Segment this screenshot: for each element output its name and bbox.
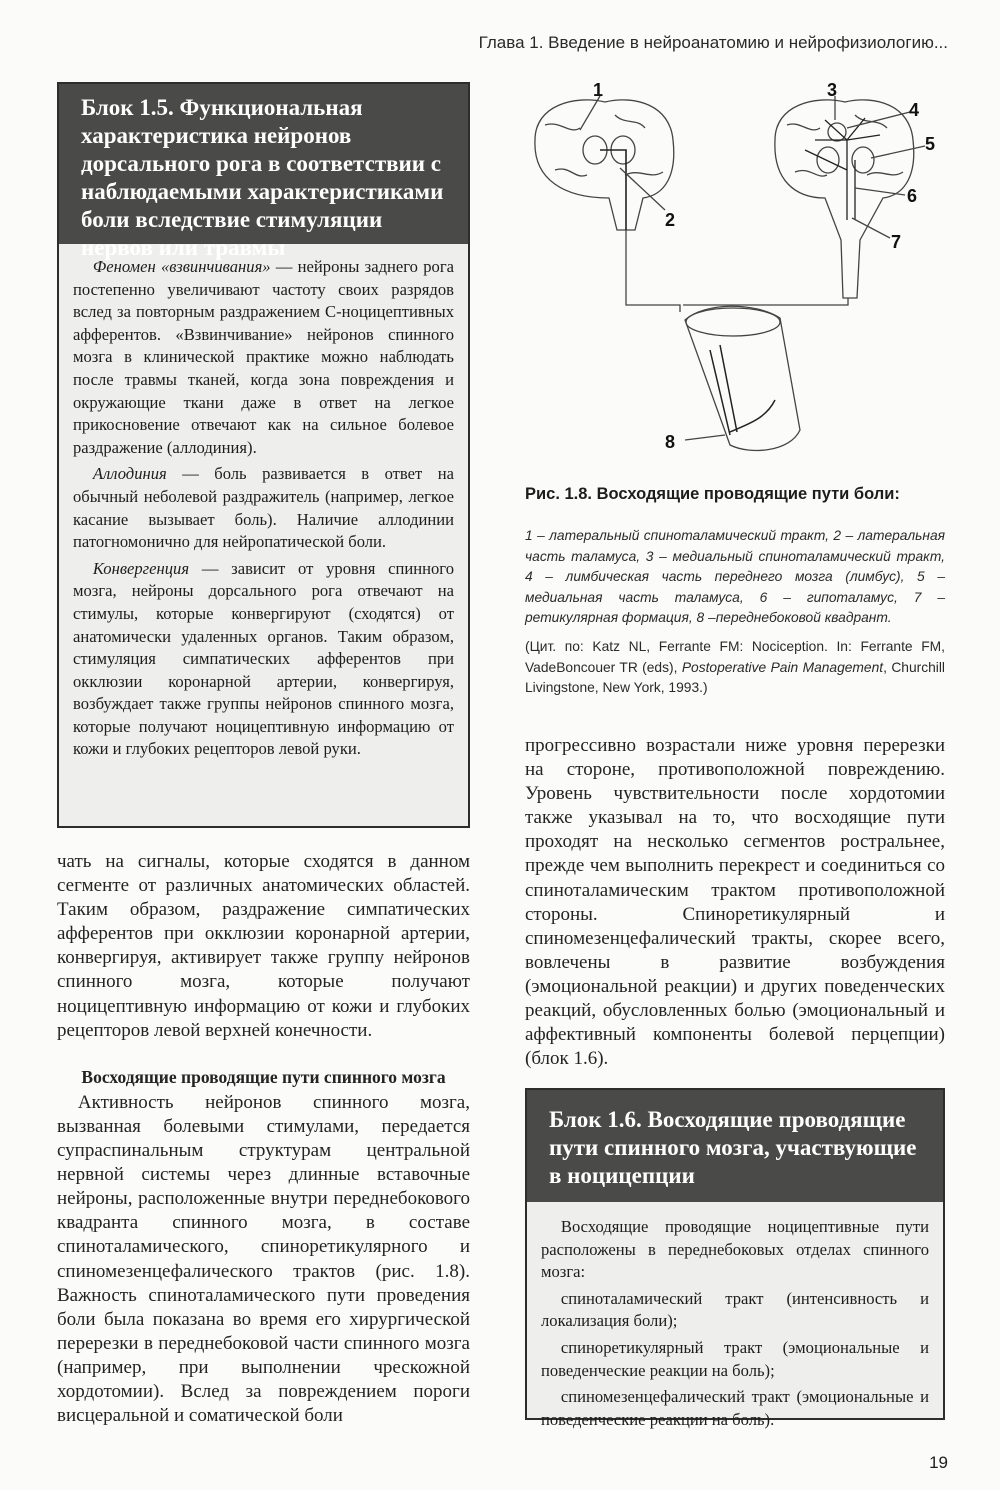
lateral-spinothalamic-tract <box>600 150 626 230</box>
running-header: Глава 1. Введение в нейроанатомию и нейрофизиологию... <box>478 33 948 52</box>
block-1-6-item-2: спиноретикулярный тракт (эмоциональные и поведенческие реакции на боль); <box>541 1337 929 1380</box>
left-brain-outline <box>535 100 674 230</box>
figure-caption-source <box>525 637 945 699</box>
wind-up-text: — нейроны заднего рога постепенно увеличивают частоту своих разрядов вслед за повторным раздражением С-ноцицептивных афферентов. «Взвинчивание» нейронов спинного мозга в клинической практике можно наблюдать после травмы тканей, когда зона повреждения и окружающие ткани даже в ответ на легкое прикосновение отвечают как на сильное болевое раздражение (аллодиния). <box>73 257 454 457</box>
left-continuation: чать на сигналы, которые сходятся в данном сегменте от различных анатомических областей. Таким образом, раздражение симпатических афферентов при окклюзии коронарной артерии, конвергируя, активирует также группу нейронов спинного мозга, которые получают ноцицептивную информацию от кожи и глубоких рецепторов левой верхней конечности. <box>57 851 470 1041</box>
fig-label-7: 7 <box>891 232 902 252</box>
left-brain-gyri <box>545 115 663 176</box>
right-brain-gyri <box>787 115 903 176</box>
fig-label-5: 5 <box>925 134 936 154</box>
right-column-text: прогрессивно возрастали ниже уровня перерезки на стороне, противоположной повреждению. Уровень чувствительности после хордотомии также указывал на то, что восходящие пути проходят на несколько сегментов ростральнее, прежде чем выполнить перекрест и соединиться со спиноталамическим трактом противоположной стороны. Спиноретикулярный и спиномезенцефалический тракты, скорее всего, вовлечены в развитие возбуждения (эмоциональной реакции) и других поведенческих реакций, обусловленных болью (эмоциональный и аффективный компоненты болевой перцепции) (блок 1.6). <box>525 735 945 1070</box>
block-1-6-body <box>527 1202 943 1445</box>
right-column <box>525 734 945 1071</box>
allodynia-text: — боль развивается в ответ на обычный неболевой раздражитель (например, легкое касание вызывает боль). Наличие аллодинии патогномонично для нейропатической боли. <box>73 464 454 552</box>
block-1-6 <box>525 1088 945 1429</box>
caption-source-pre: (Цит. по: Katz NL, Ferrante FM: Nociception. In: Ferrante FM, VadeBoncouer TR (eds), <box>525 639 945 675</box>
block-1-6-intro: Восходящие проводящие ноцицептивные пути расположены в переднебоковых отделах спинного мозга: <box>541 1217 929 1282</box>
leader-8 <box>685 435 725 440</box>
allodynia-term: Аллодиния <box>92 464 167 484</box>
convergence-text: — зависит от уровня спинного мозга, нейроны дорсального рога отвечают на стимулы, которые конвергируют (сходятся) от анатомически удаленных органов. Таким образом, стимуляция симпатических афферентов при окклюзии коронарной артерии, конвергируя, возбуждает также группы нейронов спинного мозга, которые получают ноцицептивную информацию от кожи и глубоких рецепторов левой руки. <box>73 558 454 759</box>
caption-source-post: , Churchill Livingstone, New York, 1993.) <box>525 659 945 695</box>
right-brain-outline <box>775 100 914 298</box>
section-heading: Восходящие проводящие пути спинного мозга <box>81 1066 446 1087</box>
fig-label-8: 8 <box>665 432 676 452</box>
block-1-6-item-3: спиномезенцефалический тракт (эмоциональные и поведенческие реакции на боль). <box>541 1387 929 1429</box>
wind-up-paragraph <box>73 256 454 459</box>
anterolateral-quadrant <box>710 345 775 435</box>
section-text: Активность нейронов спинного мозга, вызванная болевыми стимулами, передается супраспинальным структурам центральной нервной системы через длинные вставочные нейроны, расположенные внутри переднебокового квадранта спинного мозга, в составе спиноталамического, спиноретикулярного и спиномезенцефалического трактов (рис. 1.8). Важность спиноталамического пути проведения боли была показана во время его хирургической перерезки в переднебоковой части спинного мозга (например, при выполнении чрескожной хордотомии). Вслед за повреждением пороги висцеральной и соматической боли <box>57 1091 470 1427</box>
fig-label-2: 2 <box>665 210 676 230</box>
block-1-5-title: Блок 1.5. Функциональная характеристика нейронов дорсального рога в соответствии с наблюдаемыми характеристиками боли вследствие стимуляции нервов или травмы <box>59 84 468 244</box>
fig-label-1: 1 <box>593 80 604 100</box>
leader-1 <box>580 96 600 130</box>
convergence-paragraph <box>73 558 454 761</box>
leader-4 <box>847 112 910 128</box>
wind-up-term: Феномен «взвинчивания» <box>92 257 271 276</box>
leader-5 <box>871 146 925 158</box>
block-1-6-title: Блок 1.6. Восходящие проводящие пути спинного мозга, участвующие в ноцицепции <box>527 1090 943 1202</box>
block-1-5-body <box>59 244 468 775</box>
figure-ascending-pain-pathways <box>525 80 945 480</box>
block-1-6-item-1: спиноталамический тракт (интенсивность и локализация боли); <box>541 1288 929 1331</box>
left-column <box>57 850 470 1428</box>
ascending-pathway-lines <box>626 230 848 312</box>
block-1-5 <box>57 82 470 828</box>
figure-caption-legend: 1 – латеральный спиноталамический тракт, 2 – латеральная часть таламуса, 3 – медиальный спиноталамический тракт, 4 – лимбическая часть переднего мозга (лимбус), 5 – медиальная часть таламуса, 6 – гипоталамус, 7 – ретикулярная формация, 8 –переднебоковой квадрант. <box>525 528 945 625</box>
fig-label-3: 3 <box>827 80 838 100</box>
allodynia-paragraph <box>73 463 454 553</box>
right-thalamus-a <box>817 147 839 173</box>
figure-caption-title: Рис. 1.8. Восходящие проводящие пути боли: <box>525 485 900 503</box>
page-number: 19 <box>929 1453 948 1472</box>
spinal-cord-segment <box>685 306 800 450</box>
spinal-cord-top <box>686 308 780 336</box>
convergence-term: Конвергенция <box>92 558 190 578</box>
leader-6 <box>855 188 905 195</box>
medial-spinothalamic-tract <box>805 118 880 220</box>
fig-label-4: 4 <box>909 100 920 120</box>
caption-source-book: Postoperative Pain Management <box>681 659 884 675</box>
fig-label-6: 6 <box>907 186 918 206</box>
